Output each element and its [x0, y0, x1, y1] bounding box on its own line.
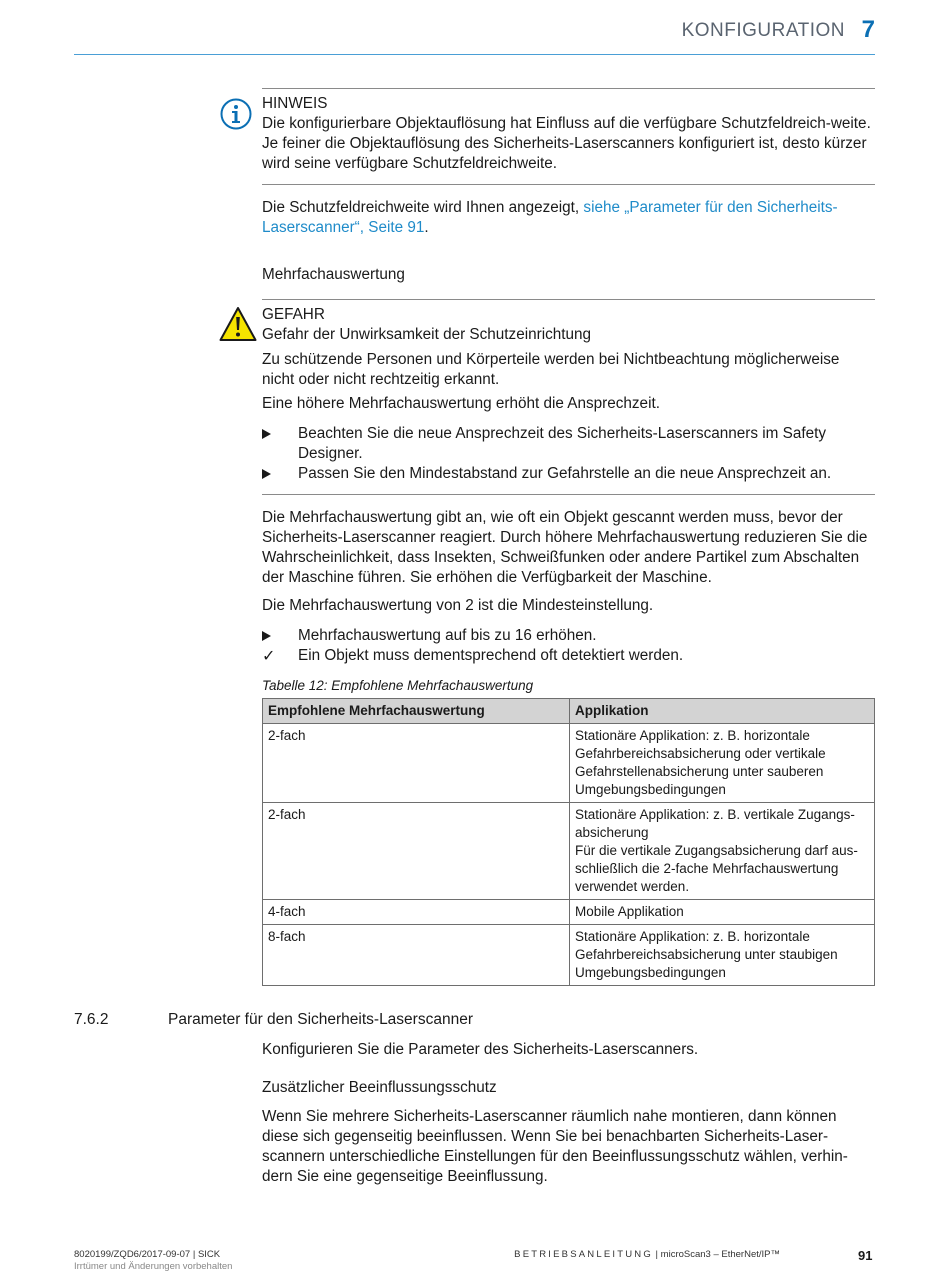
gefahr-bullet-1 — [262, 424, 875, 464]
section-intro — [262, 1040, 875, 1060]
checkmark-icon: ✓ — [262, 646, 276, 665]
arrow-bullet-icon — [262, 631, 271, 641]
gefahr-box — [262, 305, 875, 414]
hinweis-top-rule — [262, 88, 875, 89]
section-intro-text: Konfigurieren Sie die Parameter des Sicherheits-Laserscanners. — [262, 1041, 699, 1058]
table-row — [263, 724, 875, 803]
table-cell: Mobile Applikation — [570, 900, 875, 925]
reference-paragraph — [262, 198, 875, 238]
arrow-bullet-icon — [262, 429, 271, 439]
hinweis-text: Die konfigurierbare Objektauflösung hat Einfluss auf die verfügbare Schutzfeldreich-weite. Je feiner die Objektauflösung des Sicherheits-Laserscanners konfiguriert ist, desto kürzer wird seine verfügbare Schutzfeldreichweite. — [262, 115, 871, 172]
hinweis-title: HINWEIS — [262, 95, 328, 112]
table-caption — [262, 676, 875, 696]
page-number: 91 — [858, 1248, 873, 1263]
info-icon — [220, 98, 252, 130]
table-cell: 2-fach — [263, 724, 570, 803]
table-cell: 4-fach — [263, 900, 570, 925]
gefahr-bottom-rule — [262, 494, 875, 495]
hinweis-bottom-rule — [262, 184, 875, 185]
gefahr-subtitle: Gefahr der Unwirksamkeit der Schutzeinrichtung — [262, 326, 592, 343]
subheading-beeinflussungsschutz — [262, 1078, 875, 1098]
warning-icon — [219, 306, 257, 342]
gefahr-top-rule — [262, 299, 875, 300]
gefahr-title: GEFAHR — [262, 306, 325, 323]
table-header-cell: Applikation — [570, 699, 875, 724]
table-caption-text: Tabelle 12: Empfohlene Mehrfachauswertung — [262, 678, 534, 693]
body-paragraph-3 — [262, 1107, 875, 1187]
body-paragraph-1 — [262, 508, 875, 588]
body-text-1: Die Mehrfachauswertung gibt an, wie oft ein Objekt gescannt werden muss, bevor der Sicherheits-Laserscanner reagiert. Durch höhere Mehrfachauswertung reduzieren Sie die Wahrscheinlichkeit, dass Insekten, Schweißfunken oder andere Partikel zum Abschalten der Maschine führen. Sie erhöhen die Verfügbarkeit der Maschine. — [262, 509, 868, 586]
hinweis-box — [262, 94, 875, 174]
table-cell: Stationäre Applikation: z. B. horizontale Gefahrbereichsabsicherung unter staubigen Umgebungsbedingungen — [570, 925, 875, 986]
page-header — [74, 14, 875, 55]
table-cell: Stationäre Applikation: z. B. horizontale Gefahrbereichsabsicherung oder vertikale Gefahrstellenabsicherung unter sauberen Umgebungsbedingungen — [570, 724, 875, 803]
table-row — [263, 803, 875, 900]
gefahr-bullet-text: Passen Sie den Mindestabstand zur Gefahrstelle an die neue Ansprechzeit an. — [298, 465, 832, 482]
subheading-mehrfachauswertung — [262, 265, 875, 285]
table-cell: 2-fach — [263, 803, 570, 900]
recommendation-table — [262, 698, 875, 986]
table-cell: Stationäre Applikation: z. B. vertikale Zugangs-absicherung Für die vertikale Zugangsabsicherung darf aus-schließlich die 2-fache Mehrfachauswertung verwendet werden. — [570, 803, 875, 900]
footer-left — [74, 1249, 232, 1273]
gefahr-text-1: Zu schützende Personen und Körperteile werden bei Nichtbeachtung möglicherweise nicht oder nicht rechtzeitig erkannt. — [262, 351, 840, 388]
chapter-number: 7 — [861, 16, 875, 43]
table-header-row — [263, 699, 875, 724]
gefahr-text-2: Eine höhere Mehrfachauswertung erhöht die Ansprechzeit. — [262, 395, 660, 412]
result-text: Ein Objekt muss dementsprechend oft detektiert werden. — [298, 647, 684, 664]
footer-manual: BETRIEBSANLEITUNG — [514, 1249, 653, 1260]
reference-end: . — [424, 219, 429, 236]
subheading-text: Mehrfachauswertung — [262, 266, 405, 283]
footer-doc-id: 8020199/ZQD6/2017-09-07 | SICK — [74, 1249, 221, 1260]
table-row — [263, 900, 875, 925]
footer-disclaimer: Irrtümer und Änderungen vorbehalten — [74, 1261, 233, 1272]
footer-right — [514, 1249, 780, 1260]
table-header-cell: Empfohlene Mehrfachauswertung — [263, 699, 570, 724]
result-item — [262, 646, 875, 666]
section-title: Parameter für den Sicherheits-Laserscanner — [168, 1011, 473, 1028]
action-item — [262, 626, 875, 646]
header-title: KONFIGURATION — [681, 20, 845, 41]
gefahr-bullet-2 — [262, 464, 875, 484]
footer-product: | microScan3 – EtherNet/IP™ — [652, 1249, 780, 1260]
gefahr-bullet-text: Beachten Sie die neue Ansprechzeit des Sicherheits-Laserscanners im Safety Designer. — [298, 425, 827, 462]
body-text-3: Wenn Sie mehrere Sicherheits-Laserscanner räumlich nahe montieren, dann können diese sich gegenseitig beeinflussen. Wenn Sie bei benachbarten Sicherheits-Laser-scannern unterschiedliche Einstellungen für den Beeinflussungsschutz wählen, verhin-dern Sie eine gegenseitige Beeinflussung. — [262, 1108, 848, 1185]
section-number: 7.6.2 — [74, 1011, 109, 1028]
table-cell: 8-fach — [263, 925, 570, 986]
reference-link[interactable]: siehe „Parameter für den Sicherheits-Laserscanner“, Seite 91 — [262, 199, 838, 236]
action-text: Mehrfachauswertung auf bis zu 16 erhöhen. — [298, 627, 597, 644]
body-paragraph-2 — [262, 596, 875, 616]
subheading-text: Zusätzlicher Beeinflussungsschutz — [262, 1079, 497, 1096]
body-text-2: Die Mehrfachauswertung von 2 ist die Mindesteinstellung. — [262, 597, 654, 614]
reference-text: Die Schutzfeldreichweite wird Ihnen angezeigt, — [262, 199, 584, 216]
table-row — [263, 925, 875, 986]
arrow-bullet-icon — [262, 469, 271, 479]
